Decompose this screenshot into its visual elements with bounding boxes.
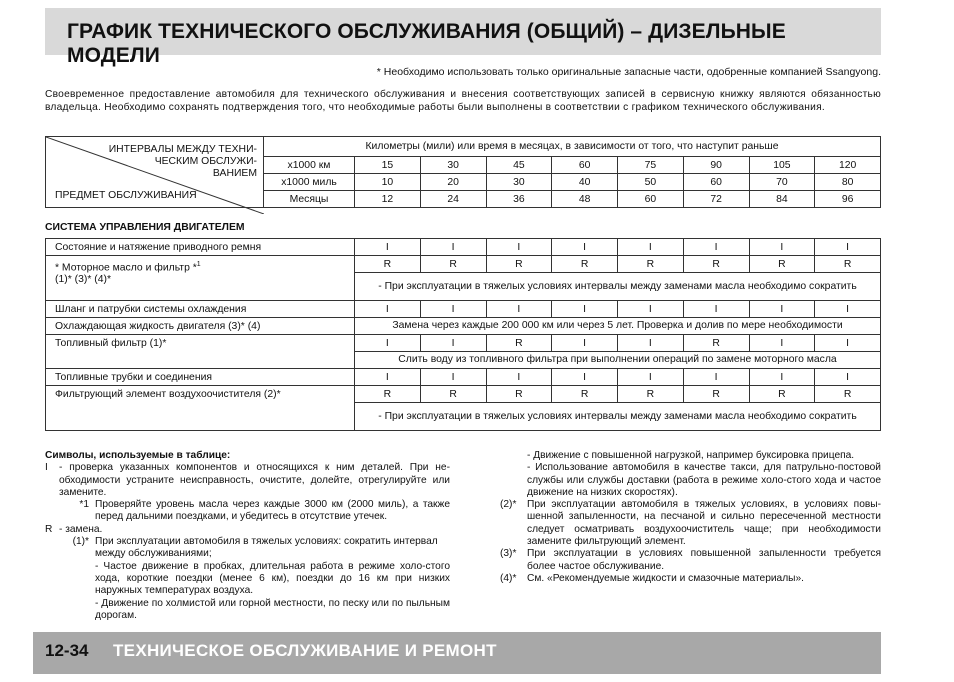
interval-header-table <box>45 136 881 208</box>
table-row: Слить воду из топливного фильтра при выполнении операций по замене моторного масла <box>46 352 881 369</box>
footer-bar <box>33 632 881 674</box>
km-row: x1000 км 15 30 45 60 75 90 105 120 <box>46 157 881 174</box>
title-bar <box>45 8 881 67</box>
table-row: Охлаждающая жидкость двигателя (3)* (4) Замена через каждые 200 000 км или через 5 лет. Проверка и долив по мере необходимости <box>46 318 881 335</box>
section-heading: СИСТЕМА УПРАВЛЕНИЯ ДВИГАТЕЛЕМ <box>45 222 245 233</box>
months-row: Месяцы 12 24 36 48 60 72 84 96 <box>46 191 881 208</box>
footer-section-title: ТЕХНИЧЕСКОЕ ОБСЛУЖИВАНИЕ И РЕМОНТ <box>113 641 497 660</box>
diagonal-header-cell <box>46 137 264 208</box>
table-row: Шланг и патрубки системы охлаждения I I I I I I I I <box>46 301 881 318</box>
legend-n4: (4)* См. «Рекомендуемые жидкости и смазочные материалы». <box>500 572 804 584</box>
legend-n1: (1)* При эксплуатации автомобиля в тяжелых условиях: сократить интервал между обслуживаниями; <box>72 536 438 560</box>
page-title: ГРАФИК ТЕХНИЧЕСКОГО ОБСЛУЖИВАНИЯ (ОБЩИЙ) – ДИЗЕЛЬНЫЕ МОДЕЛИ <box>67 20 786 67</box>
legend-r: R - замена. <box>45 523 103 535</box>
legend-r-d2: - Использование автомобиля в качестве такси, для патрульно-постовой службы или службы доставки (работа в режиме холо-стого хода и частое движение на низких скоростях). <box>527 462 881 498</box>
maintenance-table <box>45 238 881 431</box>
legend-right <box>500 450 881 585</box>
legend-left <box>45 450 450 622</box>
table-row: Топливные трубки и соединения I I I I I I I I <box>46 369 881 386</box>
legend-star1: *1 Проверяйте уровень масла через каждые 3000 км (2000 миль), а также перед дальними поездками, и убедитесь в отсутствие утечек. <box>79 499 450 523</box>
table-row: * Моторное масло и фильтр *$^1$ (1)* (3)* (4)* R R R R R R R R <box>46 256 881 273</box>
table-row: Фильтрующий элемент воздухоочистителя (2)* R R R R R R R R <box>46 386 881 403</box>
intro-paragraph: Своевременное предоставление автомобиля для технического обслуживания и внесения соответствующих записей в сервисную книжку являются обязанностью владельца. Необходимо сохранять подтверждения того, что необходимые работы были выполнены в соответствии с графиком технического обслуживания. <box>45 89 881 114</box>
table-row: - При эксплуатации в тяжелых условиях интервалы между заменами масла необходимо сократить <box>46 403 881 431</box>
legend-n1-d2: - Движение по холмистой или горной местности, по песку или по пыльным дорогам. <box>95 597 450 621</box>
table-row: - При эксплуатации в тяжелых условиях интервалы между заменами масла необходимо сократить <box>46 273 881 301</box>
legend-n2: (2)* При эксплуатации автомобиля в тяжелых условиях, в условиях повы-шенной запыленности, на песчаной и сильно пересеченной местности следует осматривать воздухоочиститель чаще; при необходимости замените фильтрующий элемент. <box>500 499 881 548</box>
interval-caption: Километры (мили) или время в месяцах, в зависимости от того, что наступит раньше <box>264 137 881 157</box>
legend-i: I - проверка указанных компонентов и относящихся к ним деталей. При не-обходимости устраните неисправность, очистите, долейте, отрегулируйте или замените. <box>45 462 450 498</box>
miles-row: x1000 миль 10 20 30 40 50 60 70 80 <box>46 174 881 191</box>
legend-r-d1: - Движение с повышенной нагрузкой, например буксировка прицепа. <box>527 450 855 461</box>
table-row: Топливный фильтр (1)* I I R I I R I I <box>46 335 881 352</box>
subject-label: ПРЕДМЕТ ОБСЛУЖИВАНИЯ <box>55 190 197 201</box>
legend-n1-d1: - Частое движение в пробках, длительная работа в режиме холо-стого хода, короткие поездки (менее 6 км), поездки до 16 км при низких наружных температурах воздуха. <box>95 560 450 597</box>
table-row: Состояние и натяжение приводного ремня I I I I I I I I <box>46 239 881 256</box>
parts-note: * Необходимо использовать только оригинальные запасные части, одобренные компанией Ssangyong. <box>376 66 881 78</box>
intervals-label: ИНТЕРВАЛЫ МЕЖДУ ТЕХНИ- ЧЕСКИМ ОБСЛУЖИ- ВАНИЕМ <box>108 144 257 179</box>
legend-n3: (3)* При эксплуатации в условиях повышенной запыленности требуется более частое обслуживание. <box>500 548 881 572</box>
page-number: 12-34 <box>45 641 89 660</box>
legend-title: Символы, используемые в таблице: <box>45 450 231 461</box>
